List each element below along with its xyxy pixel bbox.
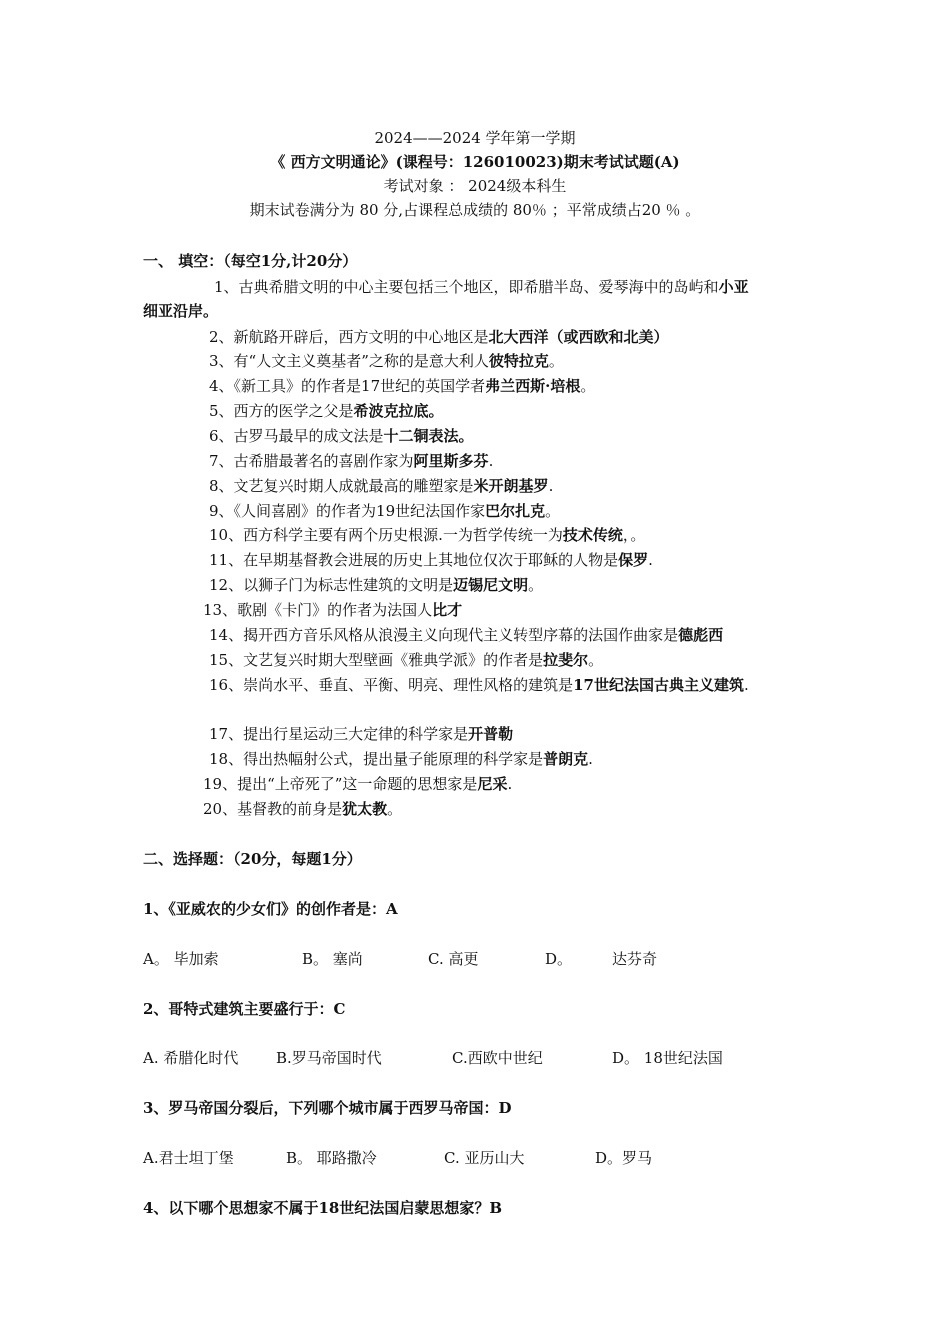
section1-heading: 一、 填空：（每空1分,计20分） [143,252,358,270]
option-2a: A. 希腊化时代 [143,1049,239,1067]
fill-item-11: 11、在早期基督教会进展的历史上其地位仅次于耶稣的人物是保罗. [209,551,653,569]
answer-text: 十二铜表法。 [383,427,474,445]
option-1d: D。 [545,950,573,968]
fill-item-19: 19、提出“上帝死了”这一命题的思想家是尼采. [203,775,513,793]
option-3c: C. 亚历山大 [444,1149,525,1167]
score-note: 期末试卷满分为 80 分,占课程总成绩的 80％ ；平常成绩占20 ％ 。 [249,201,701,219]
fill-item-15: 15、文艺复兴时期大型壁画《雅典学派》的作者是拉斐尔。 [209,651,604,669]
fill-item-18: 18、得出热幅射公式，提出量子能原理的科学家是普朗克. [209,750,593,768]
answer-text: 尼采 [477,775,508,793]
answer-text: 开普勒 [468,725,514,743]
answer-text: 普朗克 [543,750,589,768]
fill-item-9: 9、《人间喜剧》的作者为19世纪法国作家巴尔扎克。 [209,502,561,520]
fill-item-6: 6、古罗马最早的成文法是十二铜表法。 [209,427,474,445]
option-1b: B。 塞尚 [302,950,363,968]
fill-item-14: 14、揭开西方音乐风格从浪漫主义向现代主义转型序幕的法国作曲家是德彪西 [209,626,724,644]
answer-text: 比才 [432,601,463,619]
fill-item-20: 20、基督教的前身是犹太教。 [203,800,403,818]
fill-item-5: 5、西方的医学之父是希波克拉底。 [209,402,444,420]
answer-text: 犹太教 [342,800,388,818]
fill-item-4: 4、《新工具》的作者是17世纪的英国学者弗兰西斯·培根。 [209,377,596,395]
fill-item-1 [214,276,749,298]
option-3a: A.君士坦丁堡 [143,1149,234,1167]
option-1c: C. 高更 [428,950,479,968]
answer-text: 德彪西 [678,626,724,644]
answer-text: 保罗 [618,551,649,569]
option-2c: C.西欧中世纪 [452,1049,543,1067]
fill-item-13: 13、歌剧《卡门》的作者为法国人比才 [203,601,463,619]
fill-item-17: 17、提出行星运动三大定律的科学家是开普勒 [209,725,514,743]
answer-text: 阿里斯多芬 [413,452,489,470]
fill-item-7: 7、古希腊最著名的喜剧作家为阿里斯多芬. [209,452,494,470]
option-3d: D。罗马 [595,1149,653,1167]
exam-audience: 考试对象 ： 2024级本科生 [383,177,567,195]
answer-text: 米开朗基罗 [473,477,549,495]
fill-item-3: 3、有“人文主义奠基者”之称的是意大利人彼特拉克。 [209,352,564,370]
choice-question-4: 4、以下哪个思想家不属于18世纪法国启蒙思想家？B [143,1199,502,1217]
answer-text: 拉斐尔 [543,651,589,669]
fill-item-16: 16、崇尚水平、垂直、平衡、明亮、理性风格的建筑是17世纪法国古典主义建筑. [209,676,749,694]
answer-text: 小亚 [718,278,749,296]
option-1a: A。 毕加索 [143,950,219,968]
answer-text: 希波克拉底。 [353,402,444,420]
section2-heading: 二、选择题：（20分，每题1分） [143,850,362,868]
semester-line: 2024——2024 学年第一学期 [374,129,576,147]
answer-text: 迈锡尼文明 [453,576,529,594]
answer-text: 北大西洋（或西欧和北美） [488,328,669,346]
fill-item-1-continued: 细亚沿岸。 [143,302,219,320]
option-1d-text: 达芬奇 [612,950,658,968]
option-2d: D。 18世纪法国 [612,1049,723,1067]
option-3b: B。 耶路撒冷 [286,1149,377,1167]
choice-question-1: 1、《亚威农的少女们》的创作者是：A [143,900,398,918]
answer-text: 彼特拉克 [488,352,549,370]
exam-title: 《 西方文明通论》(课程号：126010023)期末考试试题(A) [270,153,680,171]
option-2b: B.罗马帝国时代 [276,1049,382,1067]
answer-text: 技术传统 [562,526,623,544]
answer-text: 巴尔扎克 [485,502,546,520]
fill-item-8: 8、文艺复兴时期人成就最高的雕塑家是米开朗基罗. [209,477,554,495]
choice-question-3: 3、罗马帝国分裂后，下列哪个城市属于西罗马帝国：D [143,1099,512,1117]
answer-text: 弗兰西斯·培根 [485,377,581,395]
fill-item-2: 2、新航路开辟后，西方文明的中心地区是北大西洋（或西欧和北美） [209,328,669,346]
answer-text: 17世纪法国古典主义建筑 [573,676,744,694]
question-text: 1、古典希腊文明的中心主要包括三个地区，即希腊半岛、爱琴海中的岛屿和 [214,278,719,296]
fill-item-10: 10、西方科学主要有两个历史根源.一为哲学传统一为技术传统，。 [209,526,646,544]
fill-item-12: 12、以狮子门为标志性建筑的文明是迈锡尼文明。 [209,576,544,594]
choice-question-2: 2、哥特式建筑主要盛行于：C [143,1000,346,1018]
